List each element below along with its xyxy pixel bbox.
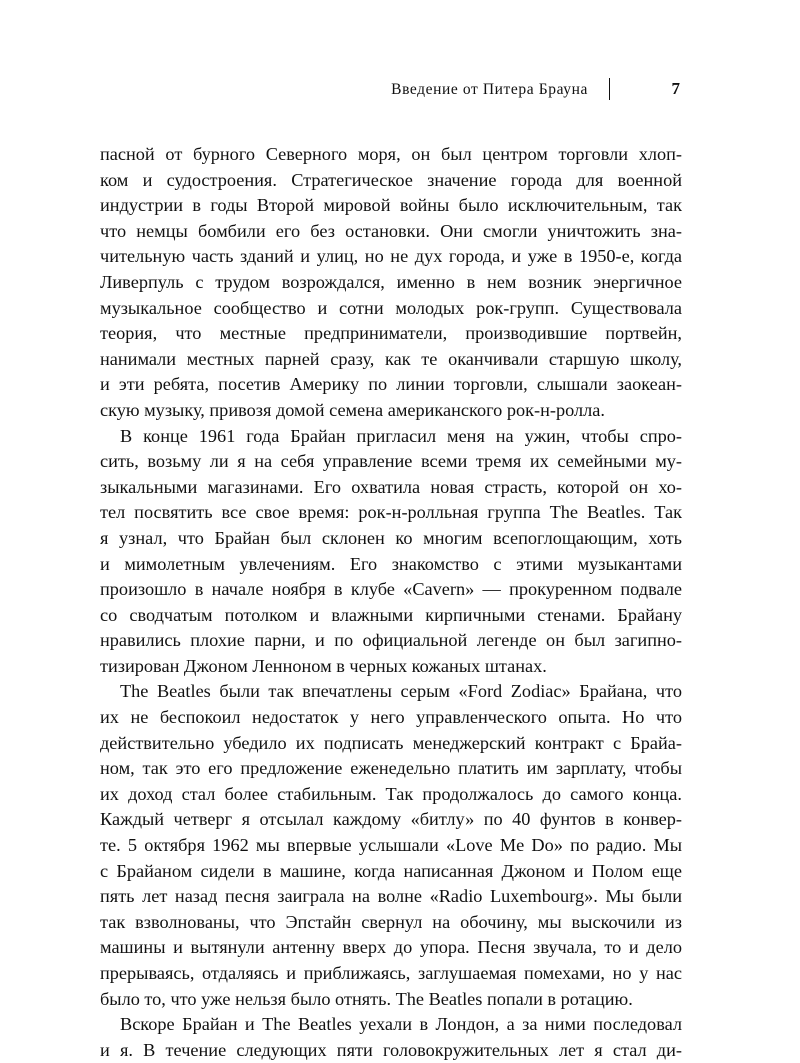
text-line: действительно убедило их подписать менеджерский контракт с Брайа- <box>100 732 682 753</box>
text-line: те. 5 октября 1962 мы впервые услышали «Love Me Do» по радио. Мы <box>100 835 682 856</box>
header-divider <box>609 78 610 100</box>
text-line: и мимолетным увлечениям. Его знакомство с этими музыкантами <box>100 553 682 574</box>
text-line: и эти ребята, посетив Америку по линии торговли, слышали заокеан- <box>100 374 682 395</box>
text-line: тизирован Джоном Ленноном в черных кожаных штанах. <box>100 655 547 676</box>
text-line: музыкальное сообщество и сотни молодых рок-групп. Существовала <box>100 297 682 318</box>
text-line: их не беспокоил недостаток у него управленческого опыта. Но что <box>100 707 682 728</box>
text-line: Вскоре Брайан и The Beatles уехали в Лондон, а за ними последовал <box>120 1014 682 1035</box>
text-line: было то, что уже нельзя было отнять. The Beatles попали в ротацию. <box>100 988 633 1009</box>
text-line: ком и судостроения. Стратегическое значение города для военной <box>100 169 682 190</box>
page-number: 7 <box>671 79 680 98</box>
text-line: так взволнованы, что Эпстайн свернул на обочину, мы выскочили из <box>100 911 682 932</box>
text-line: пять лет назад песня заиграла на волне «Radio Luxembourg». Мы были <box>100 886 682 907</box>
text-line: пасной от бурного Северного моря, он был центром торговли хлоп- <box>100 144 682 164</box>
text-line: прерываясь, отдаляясь и приближаясь, заглушаемая помехами, но у нас <box>100 963 682 983</box>
text-line: произошло в начале ноября в клубе «Cavern» — прокуренном подвале <box>100 579 682 600</box>
text-line: В конце 1961 года Брайан пригласил меня на ужин, чтобы спро- <box>120 425 682 446</box>
text-line: зыкальными магазинами. Его охватила новая страсть, которой он хо- <box>100 476 682 497</box>
text-line: что немцы бомбили его без остановки. Они смогли уничтожить зна- <box>100 220 682 241</box>
paragraph <box>100 679 682 1012</box>
text-line: машины и вытянули антенну вверх до упора. Песня звучала, то и дело <box>100 937 682 958</box>
text-line: The Beatles были так впечатлены серым «Ford Zodiac» Брайана, что <box>120 681 682 702</box>
text-line: индустрии в годы Второй мировой войны было исключительным, так <box>100 195 682 216</box>
text-line: со сводчатым потолком и влажными кирпичными стенами. Брайану <box>100 604 682 625</box>
text-line: нанимали местных парней сразу, как те оканчивали старшую школу, <box>100 348 682 369</box>
text-line: я узнал, что Брайан был склонен ко многим всепоглощающим, хоть <box>100 527 682 548</box>
text-line: теория, что местные предприниматели, производившие портвейн, <box>100 323 682 344</box>
text-line: нравились плохие парни, и по официальной легенде он был загипно- <box>100 630 682 651</box>
paragraph <box>100 142 682 424</box>
text-line: и я. В течение следующих пяти головокружительных лет я стал ди- <box>100 1039 682 1060</box>
running-head-title: Введение от Питера Брауна <box>391 81 588 98</box>
paragraph <box>100 1012 682 1063</box>
text-line: их доход стал более стабильным. Так продолжалось до самого конца. <box>100 783 682 804</box>
text-line: сить, возьму ли я на себя управление всеми тремя их семейными му- <box>100 451 682 472</box>
text-line: Каждый четверг я отсылал каждому «битлу» по 40 фунтов в конвер- <box>100 809 682 830</box>
paragraph <box>100 424 682 680</box>
text-line: тел посвятить все свое время: рок-н-ролльная группа The Beatles. Так <box>100 502 682 523</box>
text-line: скую музыку, привозя домой семена американского рок-н-ролла. <box>100 399 605 420</box>
text-line: Ливерпуль с трудом возрождался, именно в нем возник энергичное <box>100 271 682 292</box>
text-line: с Брайаном сидели в машине, когда написанная Джоном и Полом еще <box>100 860 682 881</box>
body-text <box>100 142 682 1063</box>
text-line: чительную часть зданий и улиц, но не дух города, и уже в 1950-е, когда <box>100 246 682 267</box>
text-line: ном, так это его предложение еженедельно платить им зарплату, чтобы <box>100 758 682 779</box>
running-header <box>100 78 680 102</box>
